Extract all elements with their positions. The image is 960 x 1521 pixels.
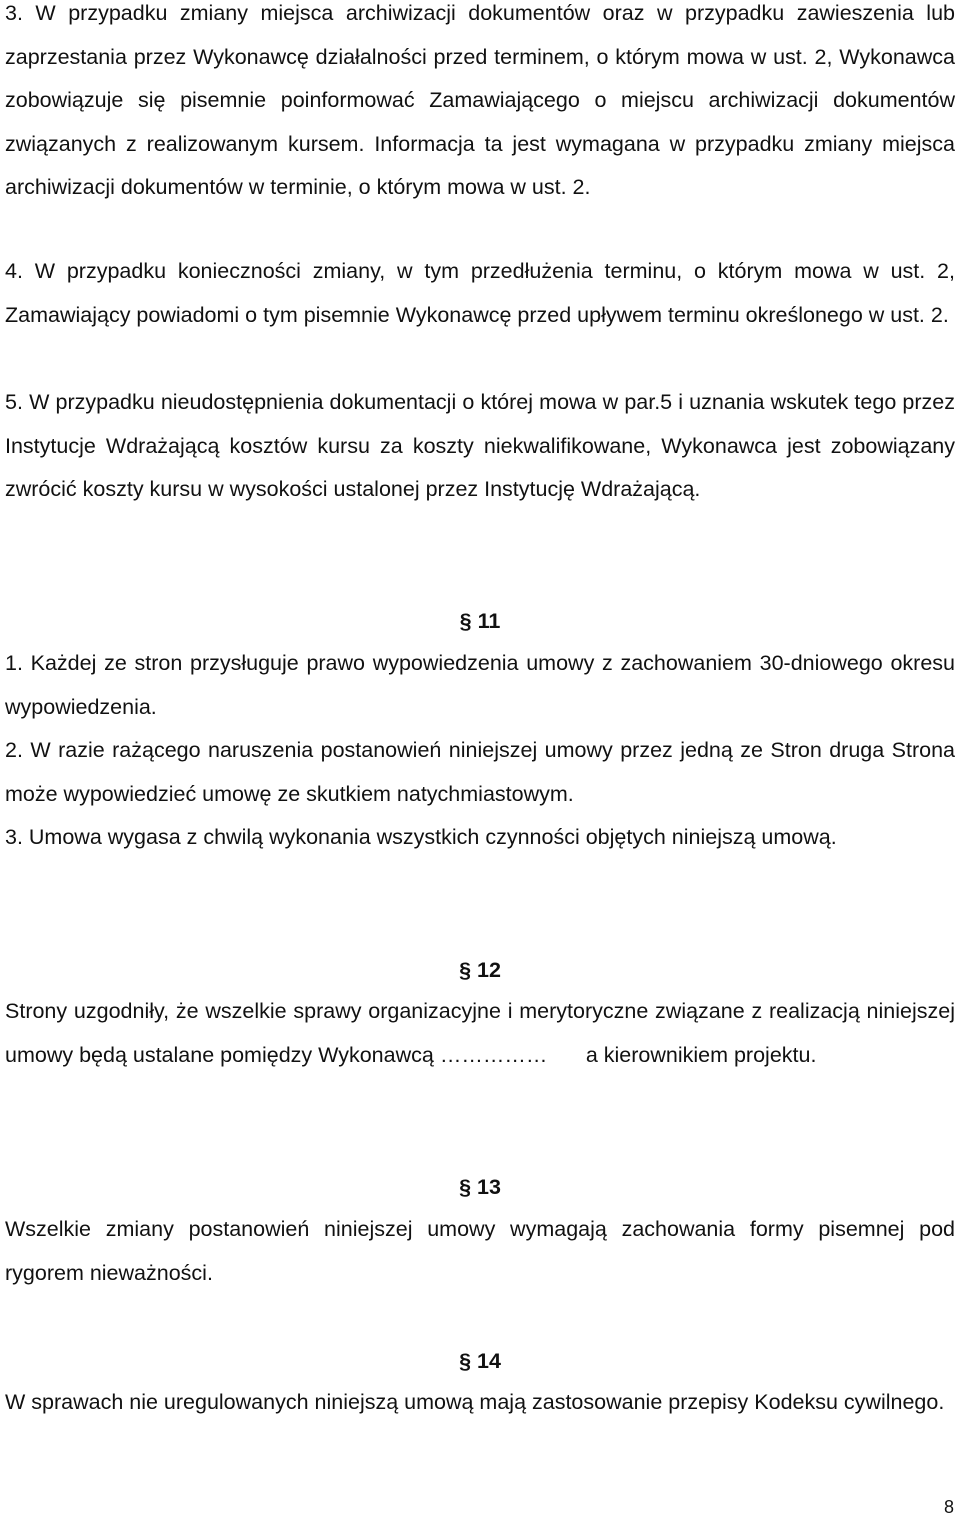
section-12-paragraph — [5, 990, 955, 1077]
section-12-text-after: a kierownikiem projektu. — [585, 1042, 817, 1067]
document-page — [5, 0, 955, 1521]
section-13-heading: § 13 — [459, 1175, 501, 1199]
section-12-heading: § 12 — [459, 958, 501, 982]
section-13-paragraph: Wszelkie zmiany postanowień niniejszej umowy wymagają zachowania formy pisemnej pod rygorem nieważności. — [5, 1217, 955, 1285]
section-11-paragraph-1: 1. Każdej ze stron przysługuje prawo wypowiedzenia umowy z zachowaniem 30-dniowego okresu wypowiedzenia. — [5, 651, 955, 719]
paragraph-5: 5. W przypadku nieudostępnienia dokumentacji o której mowa w par.5 i uznania wskutek tego przez Instytucje Wdrażającą kosztów kursu za koszty niekwalifikowane, Wykonawca jest zobowiązany zwrócić koszty kursu w wysokości ustalonej przez Instytucję Wdrażającą. — [5, 390, 955, 502]
page-number: 8 — [943, 1497, 954, 1517]
section-14-paragraph: W sprawach nie uregulowanych niniejszą umową mają zastosowanie przepisy Kodeksu cywilnego. — [5, 1390, 945, 1414]
paragraph-3: 3. W przypadku zmiany miejsca archiwizacji dokumentów oraz w przypadku zawieszenia lub zaprzestania przez Wykonawcę działalności przed terminem, o którym mowa w ust. 2, Wykonawca zobowiązuje się pisemnie poinformować Zamawiającego o miejscu archiwizacji dokumentów związanych z realizowanym kursem. Informacja ta jest wymagana w przypadku zmiany miejsca archiwizacji dokumentów w terminie, o którym mowa w ust. 2. — [5, 1, 955, 200]
section-14-heading: § 14 — [459, 1349, 501, 1373]
section-12-text-before: Strony uzgodniły, że wszelkie sprawy organizacyjne i merytoryczne związane z realizacją niniejszej umowy będą ustalane pomiędzy Wykonawcą — [5, 999, 955, 1067]
section-11-paragraph-2: 2. W razie rażącego naruszenia postanowień niniejszej umowy przez jedną ze Stron druga Strona może wypowiedzieć umowę ze skutkiem natychmiastowym. — [5, 738, 955, 806]
paragraph-4: 4. W przypadku konieczności zmiany, w tym przedłużenia terminu, o którym mowa w ust. 2, Zamawiający powiadomi o tym pisemnie Wykonawcę przed upływem terminu określonego w ust. 2. — [5, 259, 955, 327]
section-11-heading: § 11 — [459, 609, 501, 633]
blank-fill-dots: …………… — [439, 1042, 548, 1067]
section-11-paragraph-3: 3. Umowa wygasa z chwilą wykonania wszystkich czynności objętych niniejszą umową. — [5, 825, 837, 849]
